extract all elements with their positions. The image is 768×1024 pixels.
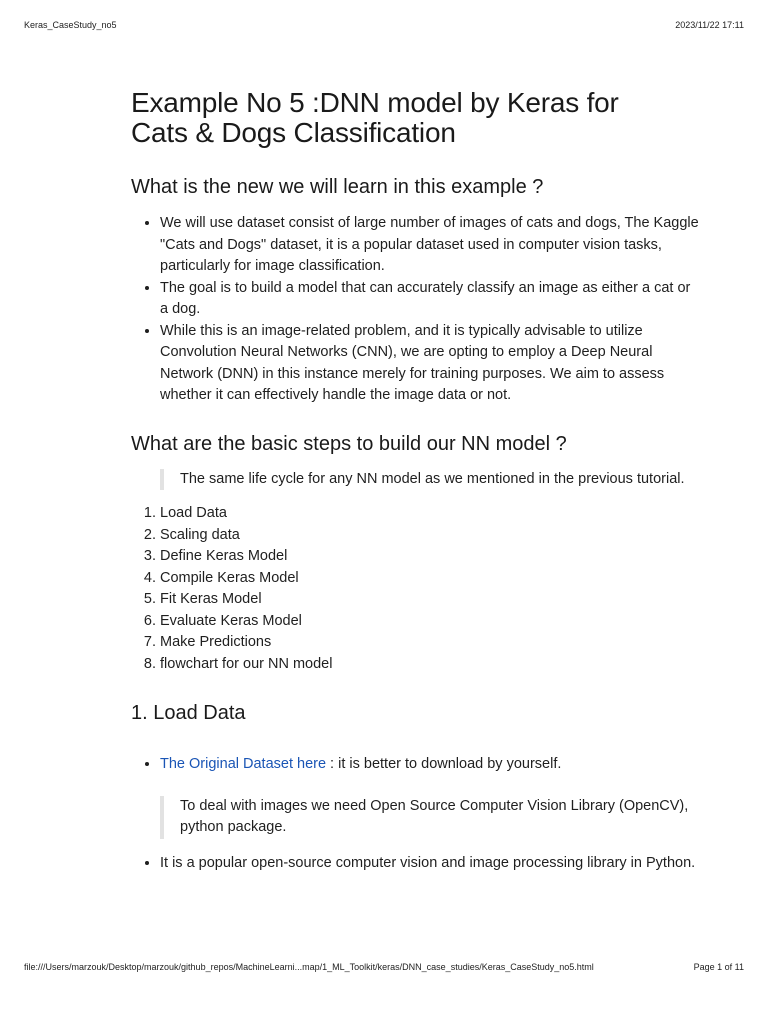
step-item: 6. Evaluate Keras Model: [160, 611, 701, 633]
print-header: [24, 20, 744, 30]
page-title: [131, 88, 701, 148]
list-item: [160, 754, 701, 776]
steps-blockquote: The same life cycle for any NN model as we mentioned in the previous tutorial.: [160, 469, 701, 491]
step-item: 8. flowchart for our NN model: [160, 654, 701, 676]
dataset-note: : it is better to download by yourself.: [326, 756, 562, 772]
step-item: 5. Fit Keras Model: [160, 589, 701, 611]
opencv-list: [131, 853, 701, 875]
step-item: 4. Compile Keras Model: [160, 568, 701, 590]
dataset-link[interactable]: The Original Dataset here: [160, 756, 327, 772]
page-number: Page 1 of 11: [693, 962, 744, 972]
learn-heading: What is the new we will learn in this example ?: [131, 176, 544, 198]
print-header-datetime: 2023/11/22 17:11: [675, 20, 744, 30]
page-title-line2: Cats & Dogs Classification: [131, 117, 456, 148]
load-data-heading: 1. Load Data: [131, 702, 246, 724]
list-item: • It is a popular open-source computer vision and image processing library in Python.: [160, 853, 701, 875]
learn-list: [131, 213, 701, 407]
step-item: 7. Make Predictions: [160, 632, 701, 654]
page-title-line1: Example No 5 :DNN model by Keras for: [131, 87, 619, 118]
step-item: 3. Define Keras Model: [160, 546, 701, 568]
print-footer-path: file:///Users/marzouk/Desktop/marzouk/github_repos/MachineLearni...map/1_ML_Toolkit/keras/DNN_case_studies/Keras_CaseStudy_no5.html: [24, 962, 594, 972]
list-item: • While this is an image-related problem, and it is typically advisable to utilize Convolution Neural Networks (CNN), we are opting to employ a Deep Neural Network (DNN) in this instance merely for training purposes. We aim to assess whether it can effectively handle the image data or not.: [160, 321, 701, 407]
dataset-list: [131, 754, 701, 776]
print-header-title: Keras_CaseStudy_no5: [24, 20, 117, 30]
steps-heading: What are the basic steps to build our NN model ?: [131, 432, 567, 455]
step-item: 2. Scaling data: [160, 525, 701, 547]
list-item: • The goal is to build a model that can accurately classify an image as either a cat or a dog.: [160, 278, 701, 321]
print-footer: [24, 962, 744, 972]
steps-list: [131, 503, 701, 675]
opencv-blockquote: To deal with images we need Open Source Computer Vision Library (OpenCV), python package.: [160, 796, 701, 839]
list-item: • We will use dataset consist of large number of images of cats and dogs, The Kaggle "Cats and Dogs" dataset, it is a popular dataset used in computer vision tasks, particularly for image classification.: [160, 213, 701, 278]
step-item: 1. Load Data: [160, 503, 701, 525]
document-content: [131, 88, 701, 874]
